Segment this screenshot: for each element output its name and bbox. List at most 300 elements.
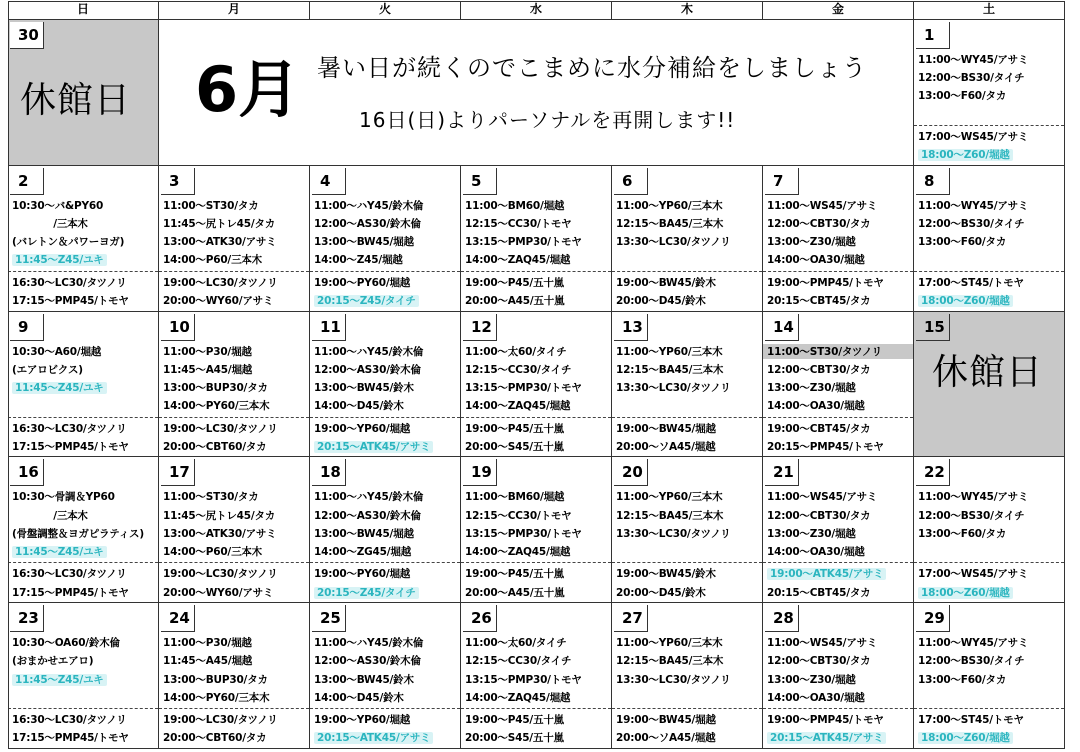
class-slot (918, 129, 1028, 144)
class-slot-text: 19:00～P45/五十嵐 (465, 276, 564, 289)
class-slot (163, 508, 275, 523)
class-slot-text: 12:15～CC30/タイチ (465, 363, 572, 376)
afternoon-separator (763, 417, 913, 418)
class-slot (314, 526, 414, 541)
class-slot-text: 20:00～S45/五十嵐 (465, 440, 564, 453)
class-slot-text: 11:00～WS45/アサミ (767, 637, 878, 650)
highlighted-class-slot: 20:15～Z45/タイチ (314, 587, 419, 599)
class-slot (314, 712, 410, 727)
class-slot (314, 293, 419, 308)
class-slot (616, 344, 722, 359)
class-slot (163, 362, 252, 377)
class-slot (918, 216, 1024, 231)
banner-message-hydration: 暑い日が続くのでこまめに水分補給をしましょう (317, 54, 867, 82)
class-slot (918, 88, 1006, 103)
class-slot (465, 712, 564, 727)
class-slot (163, 653, 252, 668)
class-slot-text: 19:00～BW45/鈴木 (616, 568, 716, 581)
afternoon-separator (914, 271, 1064, 272)
class-slot (12, 566, 127, 581)
afternoon-separator (8, 271, 158, 272)
day-number: 18 (312, 459, 346, 486)
class-slot-text: 11:00～YP60/三本木 (616, 637, 723, 650)
class-slot-text: 17:15～PMP45/トモヤ (12, 294, 129, 307)
class-slot (163, 585, 273, 600)
afternoon-separator (159, 708, 309, 709)
class-slot-text: 11:45～A45/堀越 (163, 655, 253, 668)
class-slot (163, 526, 276, 541)
month-title: 6月 (195, 53, 301, 126)
afternoon-separator (310, 708, 460, 709)
class-slot (163, 398, 269, 413)
class-slot-text: (おまかせエアロ) (12, 655, 94, 668)
class-slot-text: 20:00～A45/五十嵐 (465, 294, 565, 307)
class-slot (918, 566, 1028, 581)
class-slot (616, 198, 722, 213)
class-slot-text: 19:00～YP60/堀越 (314, 714, 411, 727)
day-number: 21 (765, 459, 799, 486)
class-slot (163, 380, 268, 395)
class-slot-text: 12:00～CBT30/タカ (767, 363, 871, 376)
class-slot-text: 13:00～BUP30/タカ (163, 673, 268, 686)
closed-day-label: 休館日 (932, 351, 1044, 393)
class-slot (465, 566, 564, 581)
class-slot (12, 293, 129, 308)
class-slot (465, 544, 570, 559)
class-slot (918, 672, 1006, 687)
class-slot (465, 362, 571, 377)
class-slot-text: 10:30～バ&PY60 (12, 199, 104, 212)
class-slot (918, 730, 1013, 745)
class-slot (767, 690, 865, 705)
afternoon-separator (612, 417, 762, 418)
class-slot (767, 672, 856, 687)
class-slot-text: /三本木 (12, 217, 88, 230)
class-slot-text: 14:00～OA30/堀越 (767, 545, 865, 558)
class-slot (918, 635, 1028, 650)
afternoon-separator (159, 562, 309, 563)
class-slot (767, 544, 865, 559)
class-slot (767, 216, 870, 231)
day-number: 12 (463, 314, 497, 341)
class-slot (163, 421, 278, 436)
highlighted-class-slot: 19:00～ATK45/アサミ (767, 568, 886, 580)
class-slot-text: (バレトン＆パワーヨガ) (12, 236, 125, 249)
day-number: 20 (614, 459, 648, 486)
class-slot-text: 14:00～OA30/堀越 (767, 691, 865, 704)
class-slot-text: 19:00～LC30/タツノリ (163, 568, 278, 581)
class-slot (314, 275, 410, 290)
class-slot (465, 344, 567, 359)
class-slot-text: 11:45～尻トレ45/タカ (163, 509, 276, 522)
class-slot-text: 13:00～BW45/堀越 (314, 527, 414, 540)
class-slot-text: 11:00～ハY45/鈴木倫 (314, 491, 424, 504)
class-slot-text: 14:00～D45/鈴木 (314, 400, 404, 413)
class-slot (465, 439, 564, 454)
class-slot (314, 489, 423, 504)
class-slot (465, 508, 571, 523)
highlighted-class-slot: 20:15～ATK45/アサミ (767, 732, 886, 744)
class-slot (767, 712, 884, 727)
highlighted-class-slot: 11:45～Z45/ユキ (12, 382, 107, 394)
class-slot (12, 275, 127, 290)
class-slot-text: 11:00～WY45/アサミ (918, 54, 1029, 66)
class-slot-text: 14:00～D45/鈴木 (314, 691, 404, 704)
day-cell (310, 603, 461, 749)
class-slot-text: 12:00～BS30/タイチ (918, 72, 1025, 85)
class-slot-text: 19:00～LC30/タツノリ (163, 714, 278, 727)
class-slot (918, 198, 1028, 213)
day-cell (8, 312, 159, 458)
class-slot (314, 544, 411, 559)
class-slot (767, 421, 870, 436)
class-slot-text: 14:00～OA30/堀越 (767, 400, 865, 413)
class-slot-text: 14:00～ZAQ45/堀越 (465, 545, 571, 558)
class-slot (918, 653, 1024, 668)
class-slot (314, 398, 404, 413)
afternoon-separator (461, 708, 611, 709)
afternoon-separator (914, 708, 1064, 709)
day-cell (159, 457, 310, 603)
class-slot (12, 380, 107, 395)
day-number: 25 (312, 605, 346, 632)
weekday-header: 水 (461, 1, 612, 20)
class-slot (163, 690, 269, 705)
day-cell (159, 166, 310, 312)
highlighted-class-slot: 11:45～Z45/ユキ (12, 254, 107, 266)
class-slot (314, 672, 414, 687)
class-slot-text: 20:00～ソA45/堀越 (616, 440, 716, 453)
class-slot (616, 234, 731, 249)
class-slot (12, 526, 144, 541)
class-slot-text: 13:15～PMP30/トモヤ (465, 527, 582, 540)
class-slot-text: 12:00～CBT30/タカ (767, 655, 871, 668)
day-cell (612, 312, 763, 458)
class-slot-text: 11:45～尻トレ45/タカ (163, 217, 276, 230)
class-slot-text: 13:30～LC30/タツノリ (616, 236, 731, 249)
day-number: 17 (161, 459, 195, 486)
class-slot (616, 712, 716, 727)
class-slot (163, 544, 262, 559)
class-slot (918, 585, 1013, 600)
class-slot (616, 585, 706, 600)
class-slot (616, 275, 716, 290)
class-slot-text: 20:15～PMP45/トモヤ (767, 440, 884, 453)
class-slot (465, 489, 564, 504)
class-slot-text: 11:00～BM60/堀越 (465, 491, 565, 504)
class-slot-text: 20:00～D45/鈴木 (616, 294, 706, 307)
class-slot (12, 421, 127, 436)
weekday-header: 土 (914, 1, 1065, 20)
class-slot (163, 198, 259, 213)
class-slot (12, 712, 127, 727)
class-slot-text: 11:00～WY45/アサミ (918, 637, 1029, 650)
class-slot-text: 12:15～BA45/三本木 (616, 655, 724, 668)
class-slot-text: 11:00～太60/タイチ (465, 637, 567, 650)
class-slot-text: 11:00～ハY45/鈴木倫 (314, 637, 424, 650)
class-slot (767, 398, 865, 413)
class-slot-text: 13:00～BW45/鈴木 (314, 381, 414, 394)
class-slot-text: 19:00～PY60/堀越 (314, 276, 411, 289)
day-number: 22 (916, 459, 950, 486)
class-slot (12, 344, 101, 359)
class-slot (767, 526, 856, 541)
class-slot-text: 13:00～BW45/鈴木 (314, 673, 414, 686)
day-cell (310, 312, 461, 458)
class-slot (616, 293, 706, 308)
class-slot-text: (骨盤調整＆ヨガピラティス) (12, 527, 144, 540)
class-slot-text: 19:00～CBT45/タカ (767, 422, 871, 435)
class-slot (163, 566, 278, 581)
class-slot-text: 13:00～BUP30/タカ (163, 381, 268, 394)
class-slot (767, 362, 870, 377)
class-slot (767, 566, 886, 581)
class-slot-text: 17:00～ST45/トモヤ (918, 276, 1024, 289)
class-slot-text: 13:15～PMP30/トモヤ (465, 381, 582, 394)
highlighted-class-slot: 11:45～Z45/ユキ (12, 546, 107, 558)
class-slot (918, 489, 1028, 504)
class-slot-text: 10:30～A60/堀越 (12, 345, 102, 358)
day-cell (461, 166, 612, 312)
class-slot (163, 635, 252, 650)
class-slot-text: /三本木 (12, 509, 88, 522)
class-slot-text: 12:00～AS30/鈴木倫 (314, 217, 421, 230)
class-slot-text: 12:15～CC30/タイチ (465, 655, 572, 668)
weekday-header: 金 (763, 1, 914, 20)
class-slot-text: 19:00～LC30/タツノリ (163, 276, 278, 289)
class-slot (465, 216, 571, 231)
class-slot (163, 439, 266, 454)
day-number: 2 (10, 168, 44, 195)
class-slot (918, 70, 1024, 85)
class-slot (616, 439, 715, 454)
class-slot (163, 489, 259, 504)
class-slot (616, 672, 731, 687)
class-slot-text: 13:00～F60/タカ (918, 236, 1007, 249)
class-slot (12, 635, 120, 650)
day-number: 16 (10, 459, 44, 486)
class-slot (465, 234, 582, 249)
afternoon-separator (612, 271, 762, 272)
class-slot-text: 12:00～BS30/タイチ (918, 655, 1025, 668)
class-slot (12, 672, 107, 687)
class-slot-text: 12:15～CC30/トモヤ (465, 509, 572, 522)
class-slot-text: 14:00～Z45/堀越 (314, 254, 403, 267)
class-slot (767, 293, 870, 308)
class-slot-text: 14:00～PY60/三本木 (163, 691, 270, 704)
day-cell (612, 166, 763, 312)
day-cell (612, 603, 763, 749)
class-slot-text: 16:30～LC30/タツノリ (12, 568, 127, 581)
class-slot-text: 12:00～BS30/タイチ (918, 217, 1025, 230)
highlighted-class-slot: 20:15～Z45/タイチ (314, 295, 419, 307)
class-slot (12, 585, 129, 600)
class-slot-text: 16:30～LC30/タツノリ (12, 276, 127, 289)
class-slot-text: 20:15～CBT45/タカ (767, 586, 871, 599)
day-number: 23 (10, 605, 44, 632)
class-slot-text: 19:00～P45/五十嵐 (465, 714, 564, 727)
class-slot-text: 11:00～ST30/タカ (163, 491, 259, 504)
class-slot (767, 198, 877, 213)
day-number: 13 (614, 314, 648, 341)
class-slot (767, 439, 884, 454)
day-number: 4 (312, 168, 346, 195)
class-slot (314, 380, 414, 395)
month-banner (159, 20, 914, 166)
class-slot-text: 19:00～BW45/鈴木 (616, 276, 716, 289)
class-slot (918, 712, 1024, 727)
day-number: 6 (614, 168, 648, 195)
class-slot-text: 20:00～A45/五十嵐 (465, 586, 565, 599)
highlighted-class-slot: 18:00～Z60/堀越 (918, 587, 1013, 599)
highlighted-class-slot: 11:45～Z45/ユキ (12, 674, 107, 686)
weekday-header: 月 (159, 1, 310, 20)
day-cell (763, 457, 914, 603)
day-cell (8, 166, 159, 312)
day-cell (159, 603, 310, 749)
class-slot (465, 635, 567, 650)
highlighted-class-slot: 18:00～Z60/堀越 (918, 295, 1013, 307)
class-slot (163, 252, 262, 267)
class-slot-text: 13:00～F60/タカ (918, 673, 1007, 686)
class-slot (12, 544, 107, 559)
class-slot-text: 11:00～YP60/三本木 (616, 491, 723, 504)
class-slot-text: 11:00～WY45/アサミ (918, 491, 1029, 504)
class-slot-text: 13:00～Z30/堀越 (767, 236, 856, 249)
day-number: 1 (916, 22, 950, 49)
highlighted-class-slot: 20:15～ATK45/アサミ (314, 732, 433, 744)
class-slot-text: 16:30～LC30/タツノリ (12, 422, 127, 435)
day-cell (763, 166, 914, 312)
class-slot (616, 653, 723, 668)
class-slot (918, 147, 1013, 162)
class-slot-text: 19:00～PMP45/トモヤ (767, 714, 884, 727)
class-slot (767, 635, 877, 650)
class-slot (616, 380, 731, 395)
class-slot (763, 344, 913, 359)
class-slot-text: 12:00～AS30/鈴木倫 (314, 509, 421, 522)
day-cell (914, 20, 1065, 166)
day-cell (914, 603, 1065, 749)
class-slot-text: 13:00～ATK30/アサミ (163, 527, 277, 540)
class-slot (465, 293, 564, 308)
class-slot (314, 585, 419, 600)
class-slot-text: 14:00～P60/三本木 (163, 545, 262, 558)
afternoon-separator (612, 708, 762, 709)
class-slot-text: 19:00～P45/五十嵐 (465, 422, 564, 435)
class-slot-text: 20:15～CBT45/タカ (767, 294, 871, 307)
day-number: 28 (765, 605, 799, 632)
day-number: 10 (161, 314, 195, 341)
class-slot (616, 526, 731, 541)
day-cell (763, 603, 914, 749)
day-cell (461, 457, 612, 603)
class-slot-text: 20:00～S45/五十嵐 (465, 732, 564, 745)
highlighted-class-slot: 20:15～ATK45/アサミ (314, 441, 433, 453)
class-slot-text: 13:00～Z30/堀越 (767, 381, 856, 394)
class-slot (767, 730, 886, 745)
class-slot (12, 252, 107, 267)
class-slot-text: 12:00～CBT30/タカ (767, 217, 871, 230)
class-slot (616, 421, 716, 436)
class-slot-text: 19:00～BW45/堀越 (616, 714, 716, 727)
calendar (8, 1, 1065, 749)
class-slot-text: 17:00～WS45/アサミ (918, 131, 1029, 143)
day-cell (461, 312, 612, 458)
class-slot-text: 11:00～P30/堀越 (163, 637, 252, 650)
class-slot-text: 10:30～OA60/鈴木倫 (12, 637, 120, 650)
class-slot (465, 198, 564, 213)
class-slot (314, 635, 423, 650)
class-slot-text: 17:15～PMP45/トモヤ (12, 586, 129, 599)
afternoon-separator (310, 562, 460, 563)
class-slot-text: 12:15～BA45/三本木 (616, 363, 724, 376)
class-slot-text: 20:00～WY60/アサミ (163, 294, 274, 307)
class-slot-text: 13:00～Z30/堀越 (767, 673, 856, 686)
day-cell (310, 166, 461, 312)
class-slot (918, 526, 1006, 541)
class-slot (616, 508, 723, 523)
class-slot (465, 653, 571, 668)
class-slot (616, 216, 723, 231)
day-cell (612, 457, 763, 603)
class-slot-text: 13:30～LC30/タツノリ (616, 673, 731, 686)
class-slot (465, 252, 570, 267)
class-slot-text: 12:00～AS30/鈴木倫 (314, 363, 421, 376)
class-slot-text: 14:00～P60/三本木 (163, 254, 262, 267)
class-slot-text: 12:00～CBT30/タカ (767, 509, 871, 522)
class-slot (616, 566, 716, 581)
afternoon-separator (763, 271, 913, 272)
day-number: 26 (463, 605, 497, 632)
day-cell (914, 457, 1065, 603)
class-slot (767, 234, 856, 249)
class-slot-text: 17:15～PMP45/トモヤ (12, 732, 129, 745)
class-slot-text: 13:30～LC30/タツノリ (616, 527, 731, 540)
day-number: 8 (916, 168, 950, 195)
class-slot (616, 635, 722, 650)
class-slot (314, 198, 423, 213)
class-slot-text: 11:00～BM60/堀越 (465, 199, 565, 212)
class-slot-text: 13:00～F60/タカ (918, 527, 1007, 540)
class-slot (314, 566, 410, 581)
day-cell (8, 603, 159, 749)
afternoon-separator (763, 562, 913, 563)
class-slot (465, 730, 564, 745)
class-slot (616, 730, 715, 745)
class-slot (12, 489, 115, 504)
class-slot-text: 11:00～ST30/タカ (163, 199, 259, 212)
day-number: 11 (312, 314, 346, 341)
class-slot (918, 275, 1024, 290)
day-number: 7 (765, 168, 799, 195)
highlighted-class-slot: 18:00～Z60/堀越 (918, 732, 1013, 744)
weekday-header: 火 (310, 1, 461, 20)
class-slot (12, 362, 83, 377)
day-number: 9 (10, 314, 44, 341)
class-slot (12, 508, 88, 523)
class-slot-text: 10:30～骨調＆YP60 (12, 491, 115, 504)
class-slot (616, 362, 723, 377)
class-slot-text: 20:00～CBT60/タカ (163, 440, 267, 453)
day-cell (914, 166, 1065, 312)
day-cell (159, 312, 310, 458)
class-slot-text: 19:00～YP60/堀越 (314, 422, 411, 435)
class-slot-text: 11:00～ハY45/鈴木倫 (314, 199, 424, 212)
class-slot-text: 12:15～BA45/三本木 (616, 509, 724, 522)
class-slot (12, 198, 103, 213)
class-slot (465, 380, 582, 395)
